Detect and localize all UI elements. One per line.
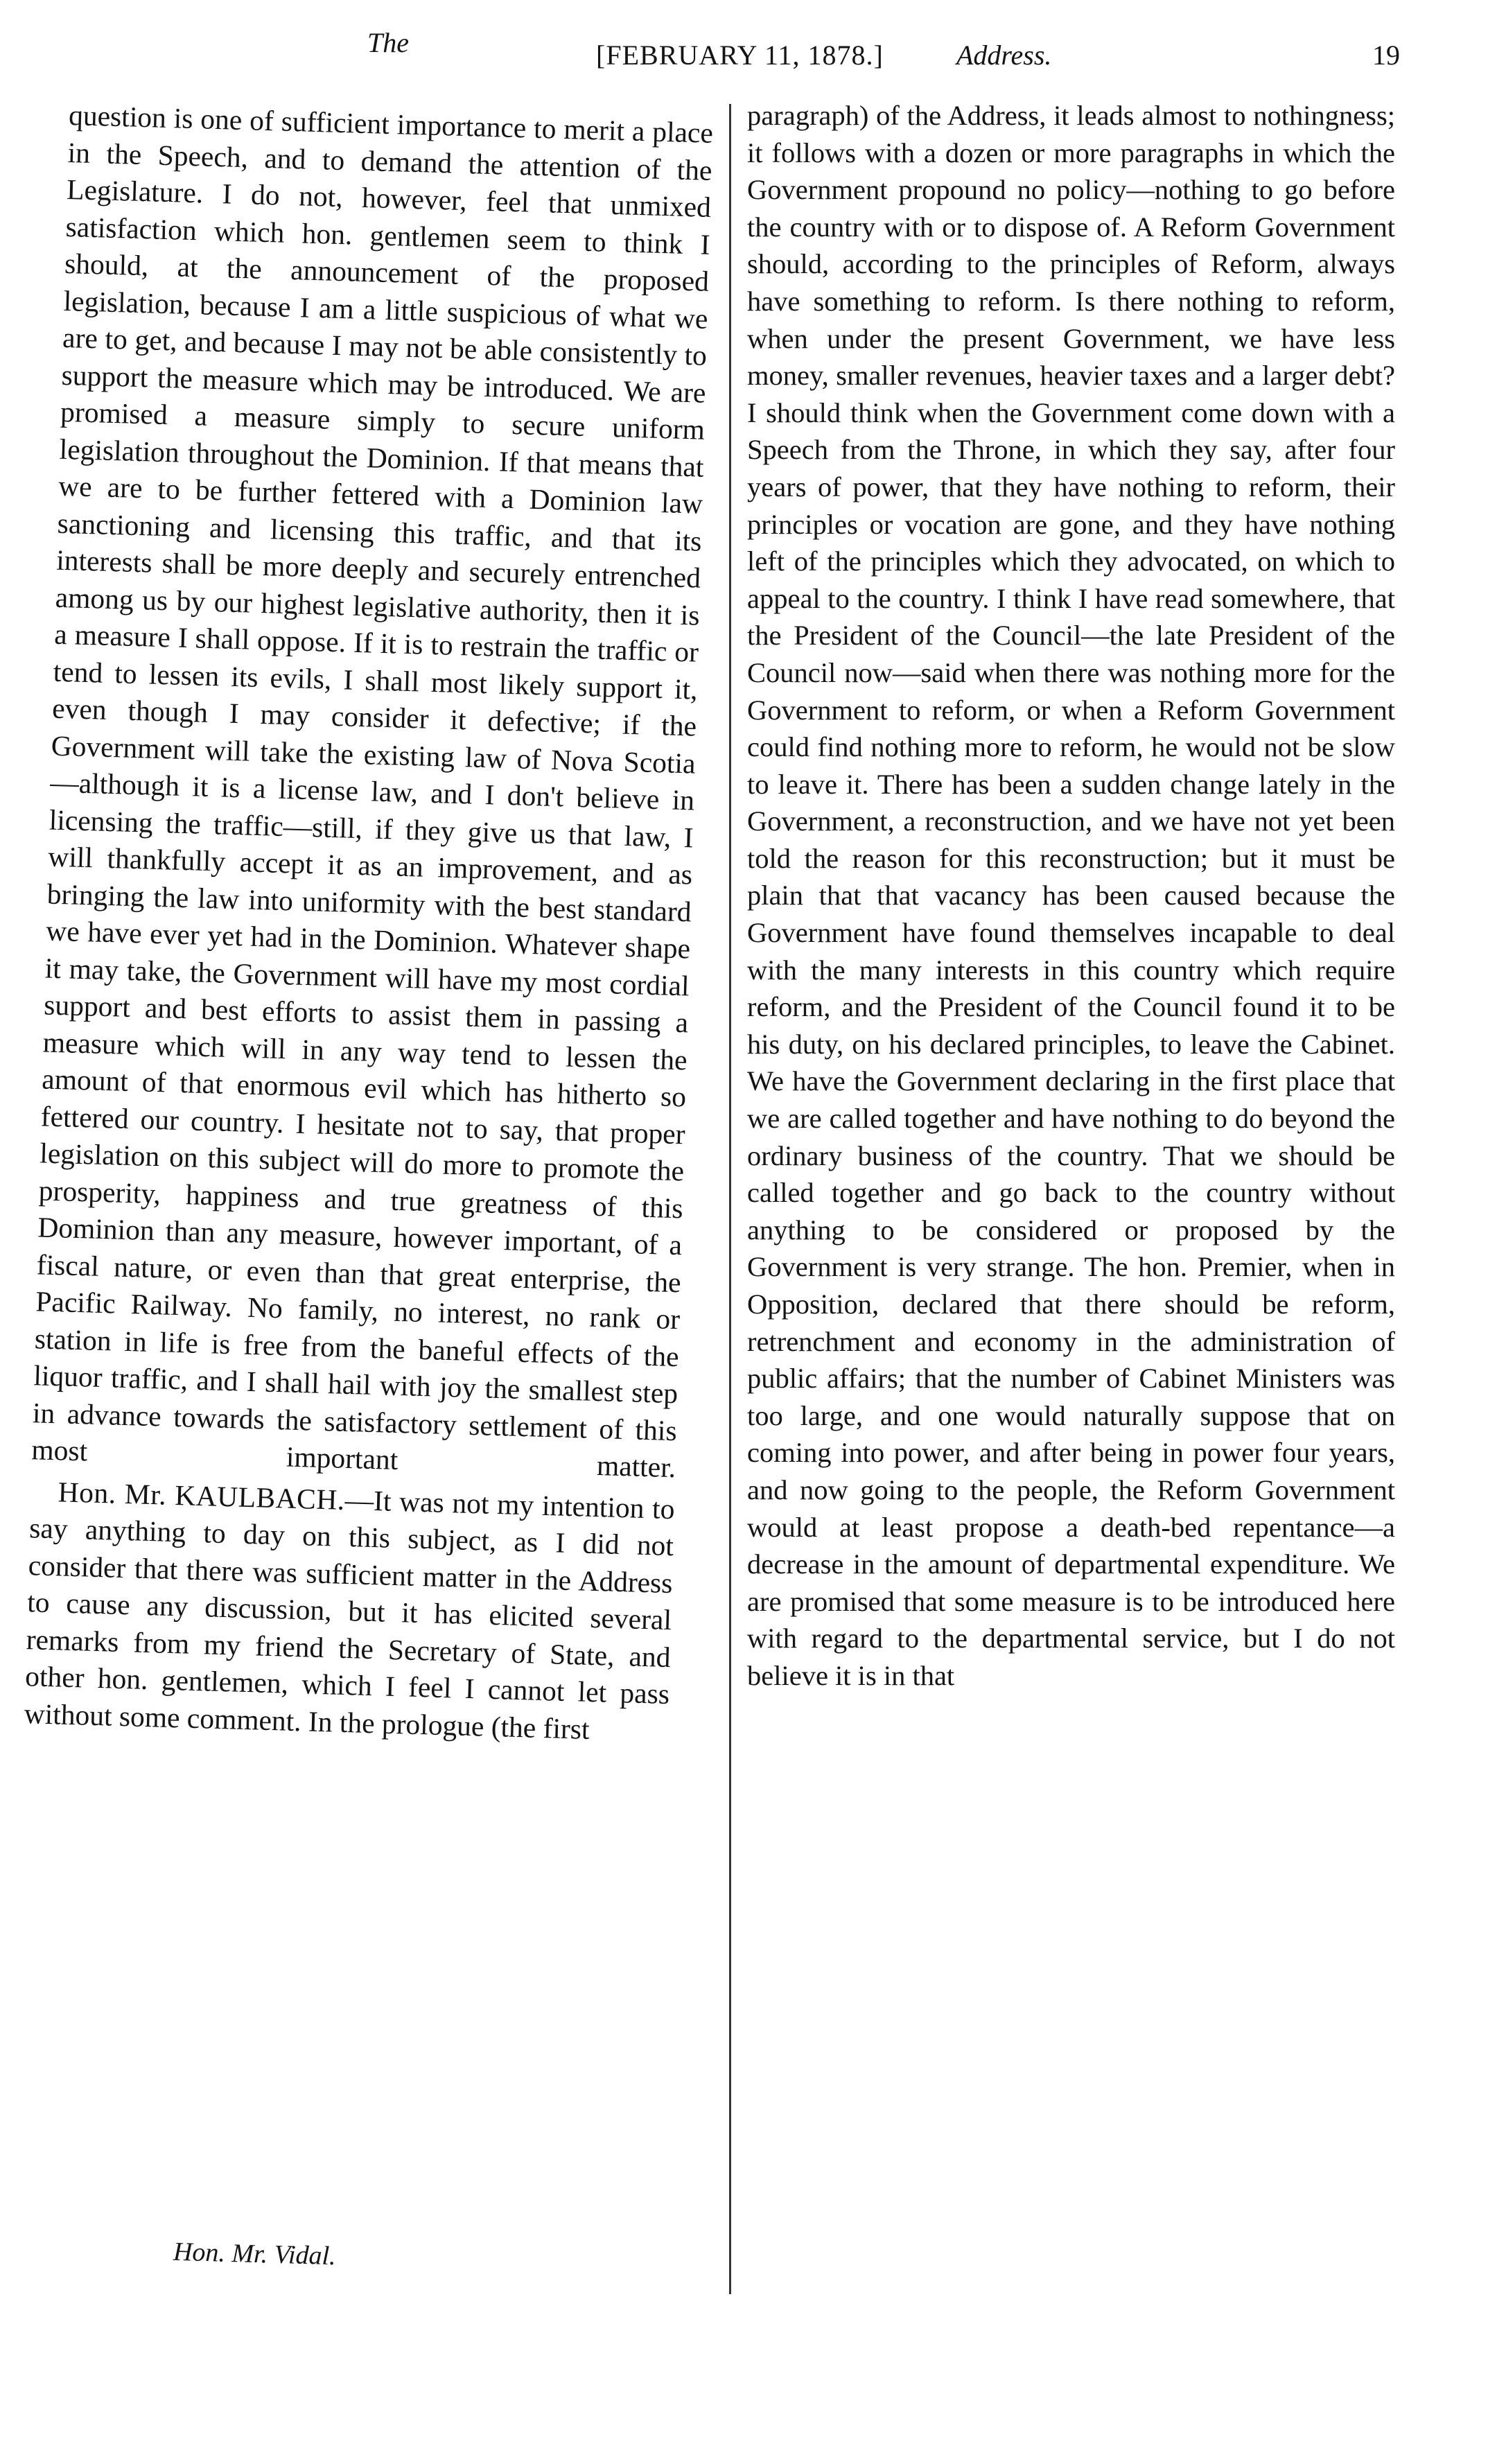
catchword: Hon. Mr. Vidal. <box>173 2237 337 2271</box>
speaker-name: Hon. Mr. KAULBACH. <box>58 1475 346 1516</box>
running-head-date: [FEBRUARY 11, 1878.] <box>596 40 884 71</box>
running-head-left: The <box>367 27 409 58</box>
left-column <box>24 97 714 1750</box>
right-column <box>747 97 1395 1695</box>
right-paragraph: paragraph) of the Address, it leads almost to nothingness; it follows with a dozen or more paragraphs in which the Government propound no policy—nothing to go before the country with or to dispose of. A Reform Government should, according to the principles of Reform, always have something to reform. Is there nothing to reform, when under the present Government, we have less money, smaller revenues, heavier taxes and a larger debt? I should think when the Government come down with a Speech from the Throne, in which they say, after four years of power, that they have nothing to reform, their principles or vocation are gone, and they have nothing left of the principles which they advocated, on which to appeal to the country. I think I have read somewhere, that the President of the Council—the late President of the Council now—said when there was nothing more for the Government to reform, or when a Reform Government could find nothing more to reform, he would not be slow to leave it. There has been a sudden change lately in the Government, a reconstruction, and we have not yet been told the reason for this reconstruction; but it must be plain that that vacancy has been caused because the Government have found themselves incapable to deal with the many interests in this country which require reform, and the President of the Council found it to be his duty, on his declared principles, to leave the Cabinet. We have the Government declaring in the first place that we are called together and have nothing to do beyond the ordinary business of the country. That we should be called together and go back to the country without anything to be considered or proposed by the Government is very strange. The hon. Premier, when in Opposition, declared that there should be reform, retrenchment and economy in the administration of public affairs; that the number of Cabinet Ministers was too large, and one would naturally suppose that on coming into power, and after being in power four years, and now going to the people, the Reform Government would at least propose a death-bed repentance—a decrease in the amount of departmental expenditure. We are promised that some measure is to be introduced here with regard to the departmental service, but I do not believe it is in that <box>747 100 1395 1691</box>
left-paragraph-2 <box>24 1473 675 1750</box>
speech-text: —It was not my intention to say anything to day on this subject, as I did not consider that there was sufficient matter in the Address to cause any discussion, but it has elicited several remarks from my friend the Secretary of State, and other hon. gentlemen, which I feel I cannot let pass without some comment. In the prologue (the first <box>24 1483 676 1745</box>
running-head <box>69 26 1400 89</box>
left-paragraph-1: question is one of sufficient importance to merit a place in the Speech, and to demand the attention of the Legislature. I do not, however, feel that unmixed satisfaction which hon. gentlemen seem to think I should, at the announcement of the proposed legislation, because I am a little suspicious of what we are to get, and because I may not be able consistently to support the measure which may be introduced. We are promised a measure simply to secure uniform legislation throughout the Dominion. If that means that we are to be further fettered with a Dominion law sanctioning and licensing this traffic, and that its interests shall be more deeply and securely entrenched among us by our highest legislative authority, then it is a measure I shall oppose. If it is to restrain the traffic or tend to lessen its evils, I shall most likely support it, even though I may consider it defective; if the Government will take the existing law of Nova Scotia—although it is a license law, and I don't believe in licensing the traffic—still, if they give us that law, I will thankfully accept it as an improvement, and as bringing the law into uniformity with the best standard we have ever yet had in the Dominion. Whatever shape it may take, the Government will have my most cordial support and best efforts to assist them in passing a measure which will in any way tend to lessen the amount of that enormous evil which has hitherto so fettered our country. I hesitate not to say, that proper legislation on this subject will do more to promote the prosperity, happiness and true greatness of this Dominion than any measure, however important, of a fiscal nature, or even than that great enterprise, the Pacific Railway. No family, no interest, no rank or station in life is free from the baneful effects of the liquor traffic, and I shall hail with joy the smallest step in advance towards the satisfactory settlement of this most important matter. <box>30 98 714 1484</box>
running-head-right: Address. <box>956 40 1052 71</box>
page-number: 19 <box>1372 40 1400 71</box>
column-divider <box>729 104 731 2294</box>
